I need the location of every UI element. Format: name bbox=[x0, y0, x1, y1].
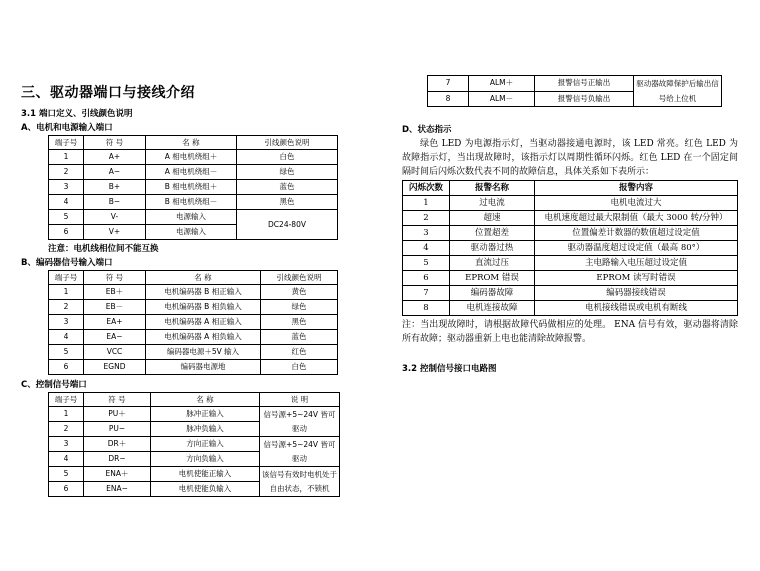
alarm-name-cell: 直流过压 bbox=[450, 256, 535, 271]
table-row bbox=[403, 271, 738, 286]
symbol-cell: ALM－ bbox=[469, 91, 535, 107]
symbol-cell: PU＋ bbox=[84, 407, 151, 422]
col-header: 引线颜色说明 bbox=[261, 271, 338, 285]
name-cell: 电源输入 bbox=[146, 210, 237, 225]
color-cell: 黑色 bbox=[261, 315, 338, 330]
col-header: 端子号 bbox=[49, 271, 84, 285]
col-header: 报警名称 bbox=[450, 181, 535, 196]
col-header: 符 号 bbox=[84, 136, 146, 150]
power-voltage-cell: DC24-80V bbox=[237, 210, 338, 240]
symbol-cell: ENA− bbox=[84, 482, 151, 497]
symbol-cell: ENA＋ bbox=[84, 467, 151, 482]
table-row bbox=[49, 437, 340, 452]
section-a-title: A、电机和电源输入端口 bbox=[21, 123, 113, 133]
alarm-content-cell: EPROM 读写时错误 bbox=[535, 271, 738, 286]
col-header: 符 号 bbox=[84, 393, 151, 407]
table-row bbox=[49, 467, 340, 482]
terminal-cell: 5 bbox=[49, 467, 84, 482]
section-c-title: C、控制信号端口 bbox=[21, 380, 87, 390]
name-cell: 电机编码器 B 相负输入 bbox=[146, 300, 261, 315]
name-cell: 脉冲负输入 bbox=[151, 422, 260, 437]
terminal-cell: 2 bbox=[49, 165, 84, 180]
table-row bbox=[49, 407, 340, 422]
encoder-port-table bbox=[48, 270, 338, 375]
alarm-name-cell: 过电流 bbox=[450, 196, 535, 211]
color-cell: 黑色 bbox=[237, 195, 338, 210]
flash-count-cell: 4 bbox=[403, 241, 450, 256]
symbol-cell: DR− bbox=[84, 452, 151, 467]
symbol-cell: EB＋ bbox=[84, 285, 146, 300]
col-header: 说 明 bbox=[260, 393, 340, 407]
alarm-name-cell: 位置超差 bbox=[450, 226, 535, 241]
terminal-cell: 7 bbox=[428, 76, 469, 92]
alarm-content-cell: 位置偏差计数器的数值超过设定值 bbox=[535, 226, 738, 241]
section-d-title: D、状态指示 bbox=[402, 125, 452, 135]
table-row bbox=[403, 196, 738, 211]
terminal-cell: 2 bbox=[49, 300, 84, 315]
table-row bbox=[49, 345, 338, 360]
symbol-cell: EGND bbox=[84, 360, 146, 375]
alarm-content-cell: 电机电流过大 bbox=[535, 196, 738, 211]
symbol-cell: B+ bbox=[84, 180, 146, 195]
terminal-cell: 5 bbox=[49, 345, 84, 360]
col-header: 端子号 bbox=[49, 393, 84, 407]
alarm-name-cell: 电机连接故障 bbox=[450, 301, 535, 316]
terminal-cell: 4 bbox=[49, 330, 84, 345]
terminal-cell: 6 bbox=[49, 360, 84, 375]
terminal-cell: 3 bbox=[49, 315, 84, 330]
name-cell: 脉冲正输入 bbox=[151, 407, 260, 422]
color-cell: 绿色 bbox=[237, 165, 338, 180]
alarm-name-cell: 驱动器过热 bbox=[450, 241, 535, 256]
name-cell: 电机编码器 A 相正输入 bbox=[146, 315, 261, 330]
terminal-cell: 2 bbox=[49, 422, 84, 437]
name-cell: 电机编码器 B 相正输入 bbox=[146, 285, 261, 300]
col-header: 名 称 bbox=[146, 136, 237, 150]
name-cell: 电源输入 bbox=[146, 225, 237, 240]
symbol-cell: A− bbox=[84, 165, 146, 180]
name-cell: 电机编码器 A 相负输入 bbox=[146, 330, 261, 345]
terminal-cell: 3 bbox=[49, 437, 84, 452]
alarm-content-cell: 主电路输入电压超过设定值 bbox=[535, 256, 738, 271]
name-cell: 电机使能负输入 bbox=[151, 482, 260, 497]
name-cell: B 相电机绕组＋ bbox=[146, 180, 237, 195]
table-row bbox=[49, 165, 338, 180]
color-cell: 白色 bbox=[237, 150, 338, 165]
pulse-description-cell: 信号源+5~24V 皆可驱动 bbox=[260, 407, 340, 437]
table-row bbox=[428, 76, 722, 92]
table-row bbox=[49, 285, 338, 300]
table-row bbox=[403, 286, 738, 301]
table-row bbox=[49, 180, 338, 195]
name-cell: B 相电机绕组－ bbox=[146, 195, 237, 210]
symbol-cell: PU− bbox=[84, 422, 151, 437]
flash-count-cell: 7 bbox=[403, 286, 450, 301]
enable-description-cell: 该信号有效时电机处于自由状态，不锁机 bbox=[260, 467, 340, 497]
symbol-cell: EB－ bbox=[84, 300, 146, 315]
symbol-cell: ALM＋ bbox=[469, 76, 535, 92]
fault-clear-note: 注：当出现故障时，请根据故障代码做相应的处理。 ENA 信号有效，驱动器将清除所有故障；驱动器重新上电也能清除故障报警。 bbox=[402, 320, 738, 344]
color-cell: 蓝色 bbox=[237, 180, 338, 195]
direction-description-cell: 信号源+5~24V 皆可驱动 bbox=[260, 437, 340, 467]
phase-warning-note: 注意：电机线相位间不能互换 bbox=[48, 244, 159, 254]
fault-code-table bbox=[402, 180, 738, 316]
flash-count-cell: 8 bbox=[403, 301, 450, 316]
table-row bbox=[403, 211, 738, 226]
alarm-name-cell: 编码器故障 bbox=[450, 286, 535, 301]
section-3-1-title: 3.1 端口定义、引线颜色说明 bbox=[21, 109, 133, 119]
terminal-cell: 8 bbox=[428, 91, 469, 107]
table-row bbox=[49, 360, 338, 375]
table-row bbox=[49, 300, 338, 315]
alarm-name-cell: 超速 bbox=[450, 211, 535, 226]
terminal-cell: 1 bbox=[49, 407, 84, 422]
alarm-content-cell: 编码器接线错误 bbox=[535, 286, 738, 301]
motor-power-port-table bbox=[48, 135, 338, 240]
terminal-cell: 5 bbox=[49, 210, 84, 225]
col-header: 闪烁次数 bbox=[403, 181, 450, 196]
control-signal-port-table bbox=[48, 392, 340, 497]
table-row bbox=[403, 241, 738, 256]
name-cell: A 相电机绕组－ bbox=[146, 165, 237, 180]
col-header: 报警内容 bbox=[535, 181, 738, 196]
table-row bbox=[403, 226, 738, 241]
color-cell: 蓝色 bbox=[261, 330, 338, 345]
alarm-name-cell: EPROM 错误 bbox=[450, 271, 535, 286]
section-3-2-title: 3.2 控制信号接口电路图 bbox=[402, 364, 497, 374]
symbol-cell: B− bbox=[84, 195, 146, 210]
symbol-cell: VCC bbox=[84, 345, 146, 360]
flash-count-cell: 6 bbox=[403, 271, 450, 286]
col-header: 名 称 bbox=[146, 271, 261, 285]
name-cell: 报警信号正输出 bbox=[535, 76, 634, 92]
alarm-description-cell: 驱动器故障保护后输出信号给上位机 bbox=[634, 76, 722, 107]
color-cell: 黄色 bbox=[261, 285, 338, 300]
table-row bbox=[403, 301, 738, 316]
flash-count-cell: 2 bbox=[403, 211, 450, 226]
page-heading: 三、驱动器端口与接线介绍 bbox=[21, 85, 195, 101]
status-indicator-paragraph: 绿色 LED 为电源指示灯，当驱动器接通电源时，该 LED 常亮。红色 LED 为故障指示灯，当出现故障时，该指示灯以周期性循环闪烁。红色 LED 在一个固定间隔时间后闪烁次数代表不同的故障信息，具体关系如下表所示： bbox=[402, 139, 738, 177]
col-header: 符 号 bbox=[84, 271, 146, 285]
symbol-cell: EA− bbox=[84, 330, 146, 345]
table-row bbox=[49, 210, 338, 225]
name-cell: 报警信号负输出 bbox=[535, 91, 634, 107]
terminal-cell: 6 bbox=[49, 225, 84, 240]
name-cell: 方向负输入 bbox=[151, 452, 260, 467]
symbol-cell: V+ bbox=[84, 225, 146, 240]
table-row bbox=[49, 330, 338, 345]
terminal-cell: 4 bbox=[49, 452, 84, 467]
symbol-cell: DR＋ bbox=[84, 437, 151, 452]
alarm-output-table bbox=[427, 75, 722, 107]
terminal-cell: 1 bbox=[49, 285, 84, 300]
alarm-content-cell: 电机接线错误或电机有断线 bbox=[535, 301, 738, 316]
color-cell: 绿色 bbox=[261, 300, 338, 315]
name-cell: 方向正输入 bbox=[151, 437, 260, 452]
terminal-cell: 3 bbox=[49, 180, 84, 195]
color-cell: 红色 bbox=[261, 345, 338, 360]
col-header: 端子号 bbox=[49, 136, 84, 150]
section-b-title: B、编码器信号输入端口 bbox=[21, 258, 113, 268]
table-row bbox=[49, 315, 338, 330]
table-row bbox=[403, 256, 738, 271]
symbol-cell: V- bbox=[84, 210, 146, 225]
name-cell: 电机使能正输入 bbox=[151, 467, 260, 482]
table-row bbox=[49, 150, 338, 165]
terminal-cell: 4 bbox=[49, 195, 84, 210]
name-cell: 编码器电源＋5V 输入 bbox=[146, 345, 261, 360]
name-cell: 编码器电源地 bbox=[146, 360, 261, 375]
name-cell: A 相电机绕组＋ bbox=[146, 150, 237, 165]
col-header: 引线颜色说明 bbox=[237, 136, 338, 150]
alarm-content-cell: 驱动器温度超过设定值（最高 80°） bbox=[535, 241, 738, 256]
flash-count-cell: 5 bbox=[403, 256, 450, 271]
flash-count-cell: 1 bbox=[403, 196, 450, 211]
color-cell: 白色 bbox=[261, 360, 338, 375]
terminal-cell: 6 bbox=[49, 482, 84, 497]
flash-count-cell: 3 bbox=[403, 226, 450, 241]
alarm-content-cell: 电机速度超过最大限制值（最大 3000 转/分钟） bbox=[535, 211, 738, 226]
table-row bbox=[49, 195, 338, 210]
terminal-cell: 1 bbox=[49, 150, 84, 165]
symbol-cell: A+ bbox=[84, 150, 146, 165]
symbol-cell: EA+ bbox=[84, 315, 146, 330]
col-header: 名 称 bbox=[151, 393, 260, 407]
